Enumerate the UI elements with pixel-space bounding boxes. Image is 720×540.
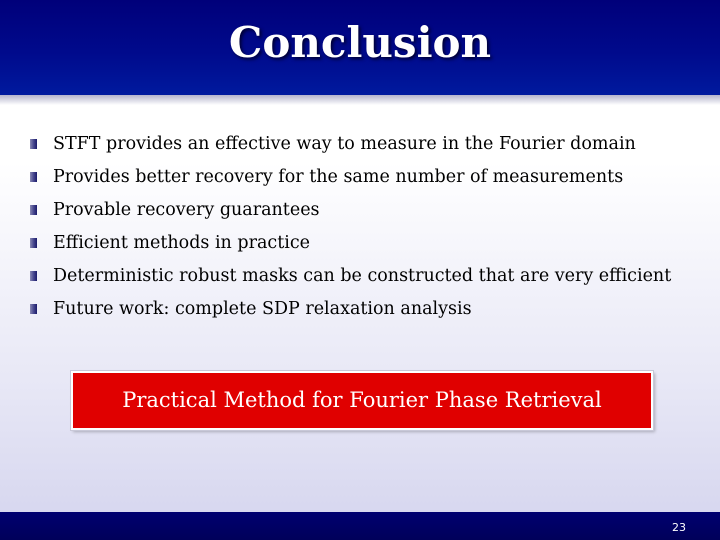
bullet-item [30, 161, 710, 194]
bullet-text: Provable recovery guarantees [53, 200, 320, 220]
callout-box [71, 371, 653, 430]
bullet-text: Efficient methods in practice [53, 233, 310, 253]
square-bullet-icon [30, 271, 37, 281]
bullet-text: Deterministic robust masks can be constructed that are very efficient [53, 266, 672, 286]
bullet-item [30, 128, 710, 161]
square-bullet-icon [30, 304, 37, 314]
bullet-text: Future work: complete SDP relaxation analysis [53, 299, 472, 319]
bullet-item [30, 194, 710, 227]
square-bullet-icon [30, 139, 37, 149]
footer-bar [0, 512, 720, 540]
bullet-item [30, 227, 710, 260]
bullet-text: STFT provides an effective way to measure in the Fourier domain [53, 134, 636, 154]
bullet-item [30, 260, 710, 293]
square-bullet-icon [30, 238, 37, 248]
callout-text: Practical Method for Fourier Phase Retrieval [122, 388, 602, 412]
page-number: 23 [672, 521, 686, 534]
square-bullet-icon [30, 172, 37, 182]
slide-title: Conclusion [228, 18, 492, 67]
title-bar-shadow [0, 95, 720, 105]
square-bullet-icon [30, 205, 37, 215]
bullet-list [30, 128, 710, 326]
bullet-text: Provides better recovery for the same number of measurements [53, 167, 624, 187]
bullet-item [30, 293, 710, 326]
